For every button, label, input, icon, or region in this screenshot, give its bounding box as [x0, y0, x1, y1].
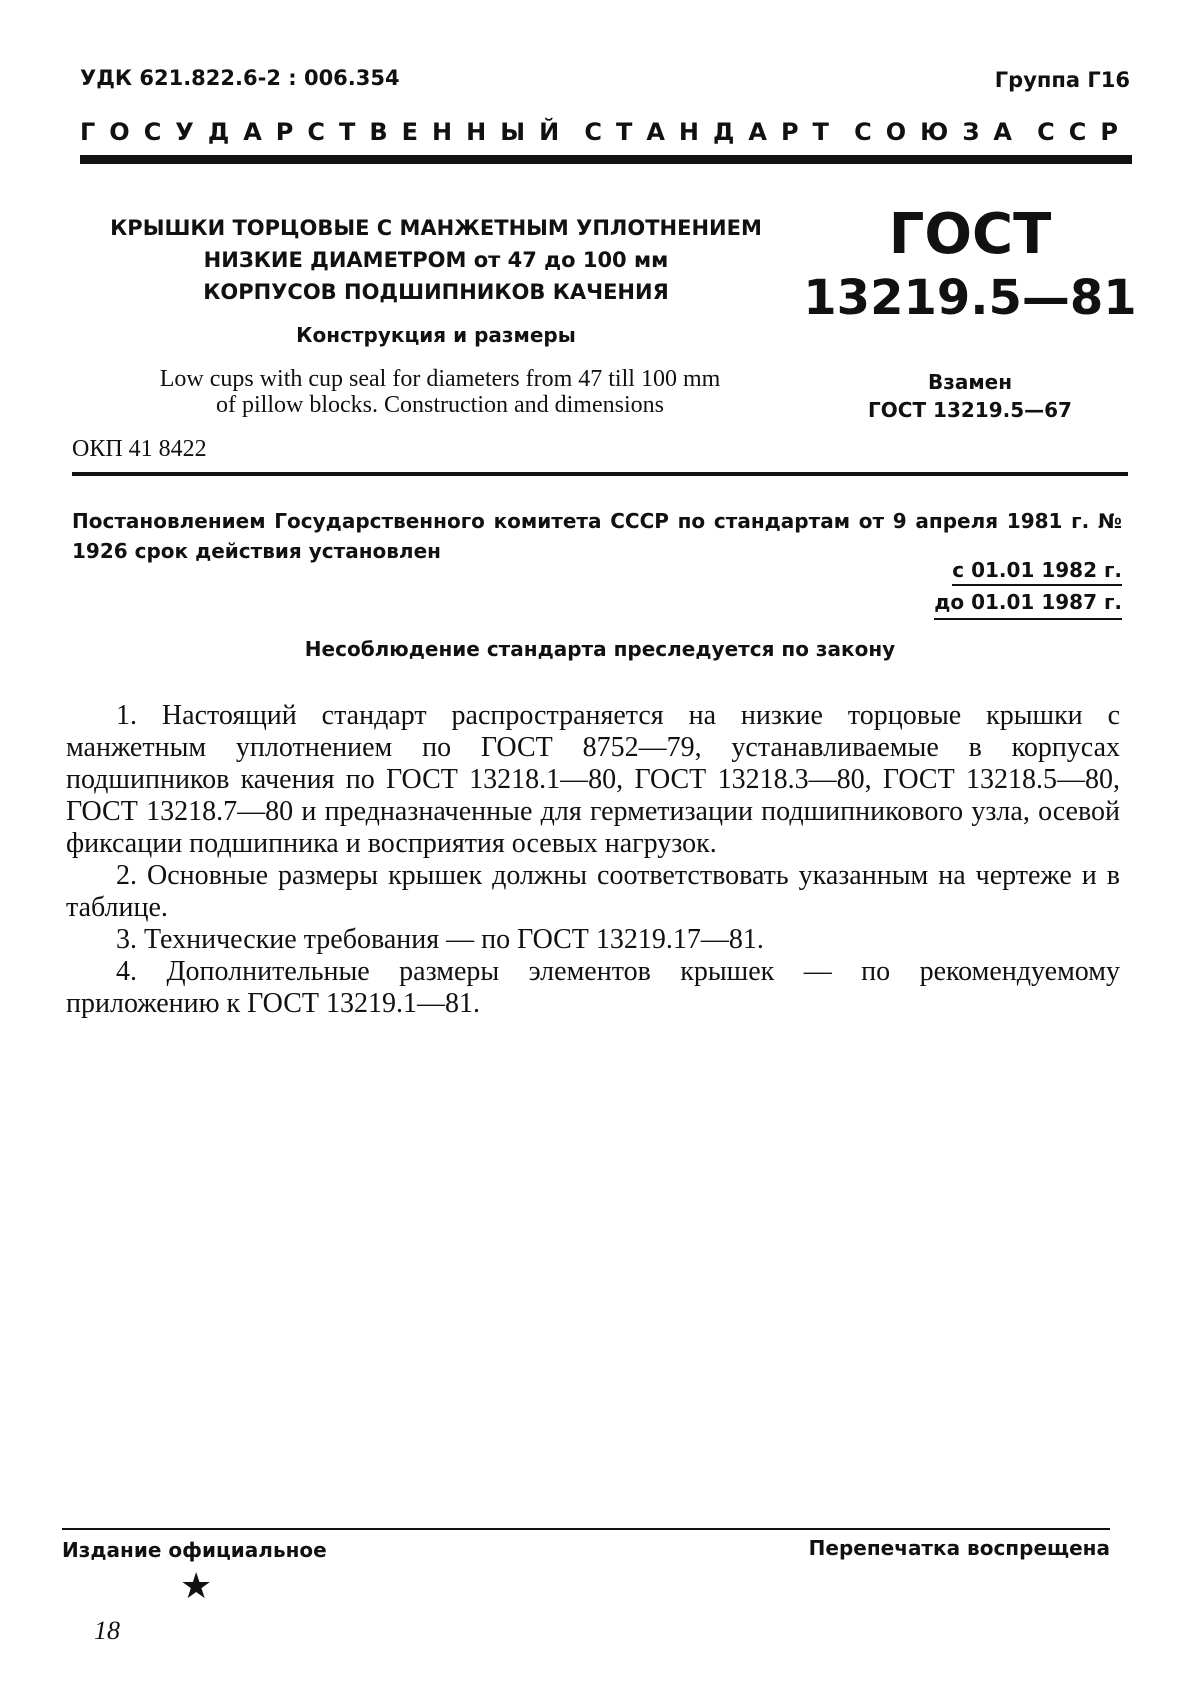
replaces-block: [820, 368, 1120, 424]
standard-body: [66, 700, 1120, 1020]
paragraph-3: 3. Технические требования — по ГОСТ 13219.17—81.: [116, 924, 764, 955]
gost-label: ГОСТ: [888, 202, 1052, 267]
title-line-2: НИЗКИЕ ДИАМЕТРОМ от 47 до 100 мм: [203, 248, 669, 272]
law-warning: Несоблюдение стандарта преследуется по закону: [304, 637, 896, 661]
paragraph-4: 4. Дополнительные размеры элементов крышек — по рекомендуемому приложению к ГОСТ 13219.1—81.: [66, 956, 1120, 1019]
title-line-3: КОРПУСОВ ПОДШИПНИКОВ КАЧЕНИЯ: [203, 280, 669, 304]
gost-number: 13219.5—81: [803, 270, 1137, 326]
replaces-label: Взамен: [927, 370, 1013, 394]
banner-word-2: СТАНДАРТ: [584, 118, 843, 146]
validity-date-from: с 01.01 1982 г.: [952, 558, 1122, 586]
title-subtitle: Конструкция и размеры: [296, 323, 576, 347]
state-standard-banner: [80, 118, 1132, 146]
okp-code: ОКП 41 8422: [72, 436, 207, 462]
okp-rule: [72, 472, 1128, 476]
banner-word-3: СОЮЗА: [854, 118, 1026, 146]
banner-word-4: ССР: [1037, 118, 1132, 146]
decree-text: Постановлением Государственного комитета СССР по стандартам от 9 апреля 1981 г. № 1926 срок действия установлен: [72, 509, 1122, 563]
replaces-value: ГОСТ 13219.5—67: [868, 398, 1072, 422]
english-title-line-2: of pillow blocks. Construction and dimensions: [216, 392, 664, 418]
group-code: Группа Г16: [994, 68, 1130, 92]
english-title: [72, 366, 808, 418]
banner-word-1: ГОСУДАРСТВЕННЫЙ: [80, 118, 574, 146]
validity-date-to: до 01.01 1987 г.: [934, 590, 1122, 620]
page-number: 18: [94, 1616, 120, 1645]
udk-code: УДК 621.822.6-2 : 006.354: [80, 66, 400, 90]
paragraph-1: 1. Настоящий стандарт распространяется на низкие торцовые крышки с манжетным уплотнением по ГОСТ 8752—79, устанавливаемые в корпусах подшипников качения по ГОСТ 13218.1—80, ГОСТ 13218.3—80, ГОСТ 13218.5—80, ГОСТ 13218.7—80 и предназначенные для герметизации подшипникового узла, осевой фиксации подшипника и восприятия осевых нагрузок.: [66, 700, 1120, 859]
star-icon: ★: [180, 1566, 213, 1606]
english-title-line-1: Low cups with cup seal for diameters from 47 till 100 mm: [159, 366, 721, 392]
footer-rule: [62, 1528, 1110, 1530]
paragraph-2: 2. Основные размеры крышек должны соответствовать указанным на чертеже и в таблице.: [66, 860, 1120, 923]
reprint-prohibited-label: Перепечатка воспрещена: [808, 1536, 1110, 1560]
header-rule: [80, 155, 1132, 164]
title-line-1: КРЫШКИ ТОРЦОВЫЕ С МАНЖЕТНЫМ УПЛОТНЕНИЕМ: [110, 216, 762, 240]
official-edition-label: Издание официальное: [62, 1538, 327, 1562]
